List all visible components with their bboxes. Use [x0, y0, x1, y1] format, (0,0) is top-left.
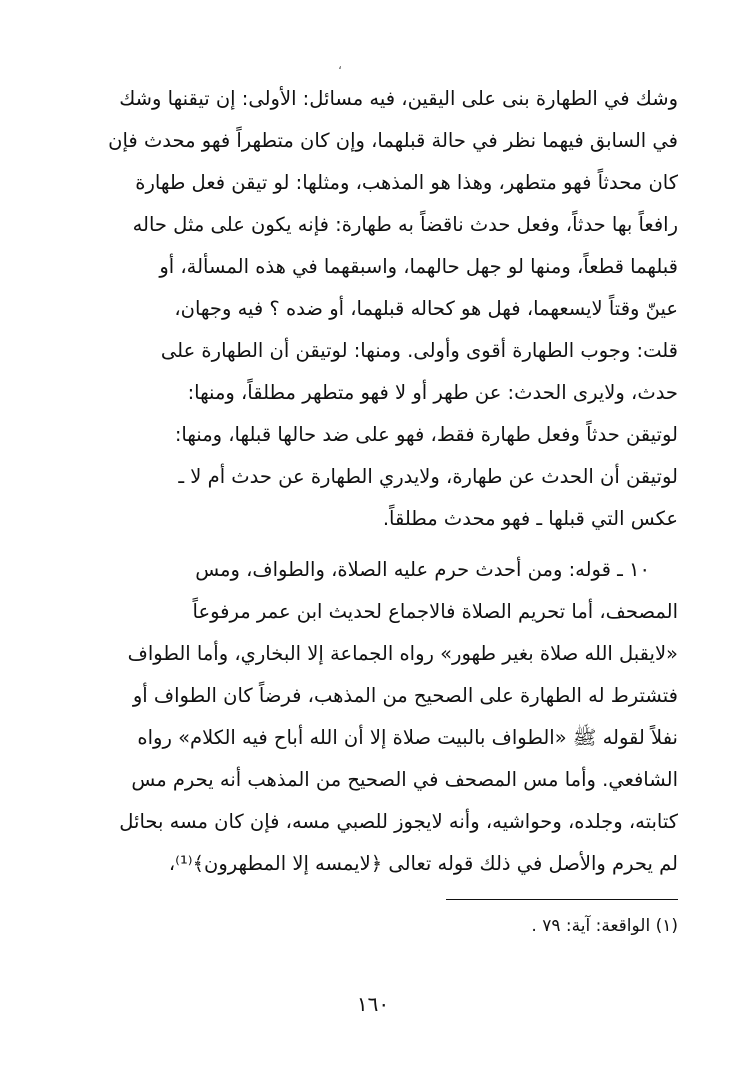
text-line: فتشترط له الطهارة على الصحيح من المذهب، فرضاً كان الطواف أو	[132, 684, 678, 707]
text-line: لوتيقن حدثاً وفعل طهارة فقط، فهو على ضد حالها قبلها، ومنها:	[174, 423, 678, 446]
text-line: لم يحرم والأصل في ذلك قوله تعالى ﴿لايمسه إلا المطهرون﴾⁽¹⁾،	[168, 852, 678, 875]
text-line: «لايقبل الله صلاة بغير طهور» رواه الجماعة إلا البخاري، وأما الطواف	[127, 642, 678, 665]
text-line: عكس التي قبلها ـ فهو محدث مطلقاً.	[382, 507, 678, 530]
text-line: الشافعي. وأما مس المصحف في الصحيح من المذهب أنه يحرم مس	[131, 768, 678, 791]
footnote-divider	[446, 899, 678, 900]
paragraph-1	[68, 78, 678, 540]
text-line: في السابق فيهما نظر في حالة قبلهما، وإن كان متطهراً فهو محدث فإن	[108, 129, 678, 152]
text-line: كتابته، وجلده، وحواشيه، وأنه لايجوز للصبي مسه، فإن كان مسه بحائل	[119, 810, 678, 833]
page-number: ١٦٠	[356, 992, 390, 1016]
text-line: لوتيقن أن الحدث عن طهارة، ولايدري الطهارة عن حدث أم لا ـ	[178, 465, 678, 488]
text-line: ١٠ ـ قوله: ومن أحدث حرم عليه الصلاة، والطواف، ومس	[195, 558, 650, 581]
text-line: نفلاً لقوله ﷺ «الطواف بالبيت صلاة إلا أن الله أباح فيه الكلام» رواه	[137, 726, 678, 749]
text-line: حدث، ولايرى الحدث: عن طهر أو لا فهو متطهر مطلقاً، ومنها:	[187, 381, 678, 404]
text-line: قبلهما قطعاً، ومنها لو جهل حالهما، واسبقهما في هذه المسألة، أو	[159, 255, 678, 278]
text-line: رافعاً بها حدثاً، وفعل حدث ناقضاً به طهارة: فإنه يكون على مثل حاله	[132, 213, 678, 236]
footnote: (١) الواقعة: آية: ٧٩ .	[531, 916, 678, 936]
paragraph-2	[68, 549, 678, 885]
text-line: وشك في الطهارة بنى على اليقين، فيه مسائل: الأولى: إن تيقنها وشك	[119, 87, 678, 110]
text-line: كان محدثاً فهو متطهر، وهذا هو المذهب، ومثلها: لو تيقن فعل طهارة	[135, 171, 678, 194]
text-line: المصحف، أما تحريم الصلاة فالاجماع لحديث ابن عمر مرفوعاً	[192, 600, 678, 623]
top-mark: ،	[338, 58, 342, 72]
text-line: عينّ وقتاً لايسعهما، فهل هو كحاله قبلهما، أو ضده ؟ فيه وجهان،	[174, 297, 678, 320]
text-line: قلت: وجوب الطهارة أقوى وأولى. ومنها: لوتيقن أن الطهارة على	[160, 339, 678, 362]
